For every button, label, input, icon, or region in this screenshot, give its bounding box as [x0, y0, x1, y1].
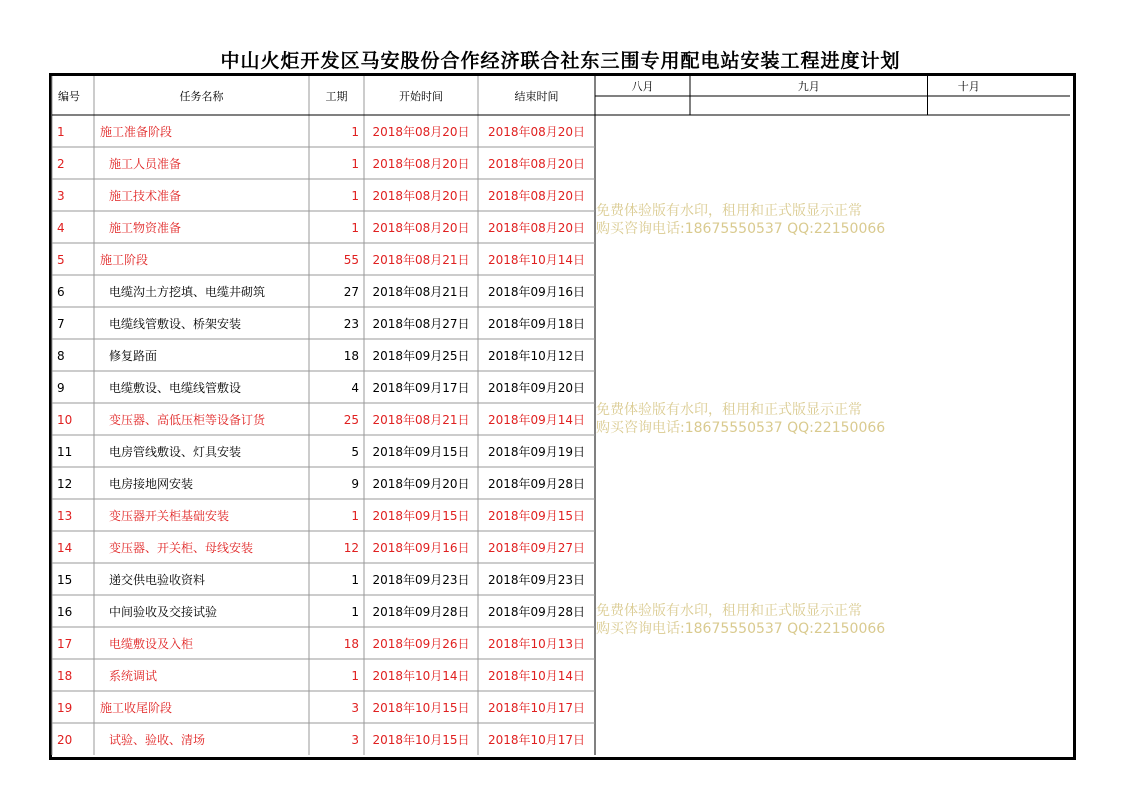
task-name: 电缆沟土方挖填、电缆井砌筑: [109, 285, 266, 299]
task-duration: 1: [351, 509, 359, 523]
task-name: 施工物资准备: [109, 221, 182, 235]
task-end: 2018年10月14日: [487, 253, 586, 267]
task-end: 2018年09月18日: [487, 317, 586, 331]
watermark-text: 购买咨询电话:18675550537 QQ:22150066: [596, 221, 886, 237]
task-start: 2018年09月20日: [372, 477, 470, 491]
task-duration: 1: [351, 125, 359, 139]
task-name: 电缆敷设及入柜: [109, 637, 194, 651]
task-name: 施工阶段: [100, 253, 149, 267]
task-name: 变压器、开关柜、母线安装: [109, 541, 254, 555]
task-end: 2018年10月17日: [487, 701, 586, 715]
task-name: 施工人员准备: [109, 157, 182, 171]
task-end: 2018年08月20日: [487, 189, 586, 203]
task-start: 2018年08月20日: [372, 189, 470, 203]
task-name: 变压器、高低压柜等设备订货: [109, 413, 266, 427]
task-name: 修复路面: [109, 349, 158, 363]
task-name: 变压器开关柜基础安装: [109, 509, 230, 523]
task-duration: 18: [343, 349, 359, 363]
watermark-text: 免费体验版有水印，租用和正式版显示正常: [596, 603, 862, 619]
task-duration: 12: [343, 541, 359, 555]
task-end: 2018年09月14日: [487, 413, 586, 427]
task-end: 2018年09月27日: [487, 541, 586, 555]
task-start: 2018年08月20日: [372, 125, 470, 139]
task-no: 11: [57, 445, 73, 459]
task-start: 2018年09月26日: [372, 637, 470, 651]
task-end: 2018年10月17日: [487, 733, 586, 747]
task-duration: 55: [343, 253, 359, 267]
task-name: 施工准备阶段: [100, 125, 173, 139]
task-end: 2018年10月12日: [487, 349, 586, 363]
watermark-text: 购买咨询电话:18675550537 QQ:22150066: [596, 621, 886, 637]
task-name: 施工收尾阶段: [100, 701, 173, 715]
task-end: 2018年09月19日: [487, 445, 586, 459]
header-end: 结束时间: [514, 90, 559, 103]
task-end: 2018年09月28日: [487, 477, 586, 491]
watermark-text: 免费体验版有水印，租用和正式版显示正常: [596, 203, 862, 219]
task-duration: 1: [351, 221, 359, 235]
task-no: 9: [57, 381, 65, 395]
task-name: 中间验收及交接试验: [109, 605, 218, 619]
task-no: 1: [57, 125, 65, 139]
month-label: 十月: [957, 80, 980, 93]
task-duration: 1: [351, 605, 359, 619]
task-start: 2018年09月28日: [372, 605, 470, 619]
task-name: 电缆敷设、电缆线管敷设: [109, 381, 242, 395]
task-no: 16: [57, 605, 73, 619]
page-title: 中山火炬开发区马安股份合作经济联合社东三围专用配电站安装工程进度计划: [220, 50, 901, 72]
task-start: 2018年09月25日: [372, 349, 470, 363]
task-no: 17: [57, 637, 73, 651]
task-no: 4: [57, 221, 65, 235]
task-no: 13: [57, 509, 73, 523]
task-duration: 27: [343, 285, 359, 299]
task-duration: 23: [343, 317, 359, 331]
task-end: 2018年09月28日: [487, 605, 586, 619]
task-start: 2018年10月15日: [372, 701, 470, 715]
task-no: 6: [57, 285, 65, 299]
header-start: 开始时间: [399, 90, 443, 103]
task-start: 2018年08月21日: [372, 285, 470, 299]
task-no: 3: [57, 189, 65, 203]
task-name: 系统调试: [109, 669, 158, 683]
task-start: 2018年09月23日: [372, 573, 470, 587]
task-end: 2018年09月15日: [487, 509, 586, 523]
task-end: 2018年08月20日: [487, 157, 586, 171]
header-duration: 工期: [325, 90, 348, 103]
task-end: 2018年10月13日: [487, 637, 586, 651]
task-no: 12: [57, 477, 73, 491]
task-end: 2018年09月20日: [487, 381, 586, 395]
task-no: 2: [57, 157, 65, 171]
task-no: 7: [57, 317, 65, 331]
task-no: 18: [57, 669, 73, 683]
task-start: 2018年08月20日: [372, 221, 470, 235]
task-duration: 1: [351, 157, 359, 171]
task-end: 2018年10月14日: [487, 669, 586, 683]
task-duration: 1: [351, 669, 359, 683]
task-start: 2018年08月20日: [372, 157, 470, 171]
task-start: 2018年09月17日: [372, 381, 470, 395]
task-no: 15: [57, 573, 73, 587]
task-start: 2018年10月14日: [372, 669, 470, 683]
task-name: 电缆线管敷设、桥架安装: [109, 317, 242, 331]
task-end: 2018年08月20日: [487, 221, 586, 235]
task-no: 5: [57, 253, 65, 267]
task-start: 2018年09月15日: [372, 509, 470, 523]
task-duration: 25: [343, 413, 359, 427]
task-name: 电房管线敷设、灯具安装: [109, 445, 242, 459]
task-start: 2018年08月27日: [372, 317, 470, 331]
task-duration: 3: [351, 733, 359, 747]
task-end: 2018年09月16日: [487, 285, 586, 299]
task-duration: 9: [351, 477, 359, 491]
task-no: 19: [57, 701, 73, 715]
task-duration: 1: [351, 573, 359, 587]
task-duration: 5: [351, 445, 359, 459]
timeline-header: [595, 76, 1070, 115]
task-name: 递交供电验收资料: [109, 573, 206, 587]
task-name: 电房接地网安装: [109, 477, 194, 491]
watermark-text: 免费体验版有水印，租用和正式版显示正常: [596, 402, 862, 418]
task-start: 2018年08月21日: [372, 253, 470, 267]
task-end: 2018年09月23日: [487, 573, 586, 587]
month-label: 九月: [797, 80, 820, 93]
task-no: 20: [57, 733, 73, 747]
task-duration: 18: [343, 637, 359, 651]
task-start: 2018年10月15日: [372, 733, 470, 747]
task-no: 10: [57, 413, 73, 427]
task-duration: 4: [351, 381, 359, 395]
task-start: 2018年08月21日: [372, 413, 470, 427]
month-label: 八月: [631, 80, 654, 93]
task-start: 2018年09月16日: [372, 541, 470, 555]
task-start: 2018年09月15日: [372, 445, 470, 459]
task-no: 8: [57, 349, 65, 363]
task-duration: 1: [351, 189, 359, 203]
table-header: [58, 89, 559, 103]
task-no: 14: [57, 541, 73, 555]
task-end: 2018年08月20日: [487, 125, 586, 139]
watermark-text: 购买咨询电话:18675550537 QQ:22150066: [596, 420, 886, 436]
header-no: 编号: [58, 90, 80, 103]
header-name: 任务名称: [179, 90, 224, 103]
task-duration: 3: [351, 701, 359, 715]
task-name: 施工技术准备: [109, 189, 182, 203]
task-name: 试验、验收、清场: [109, 733, 206, 747]
